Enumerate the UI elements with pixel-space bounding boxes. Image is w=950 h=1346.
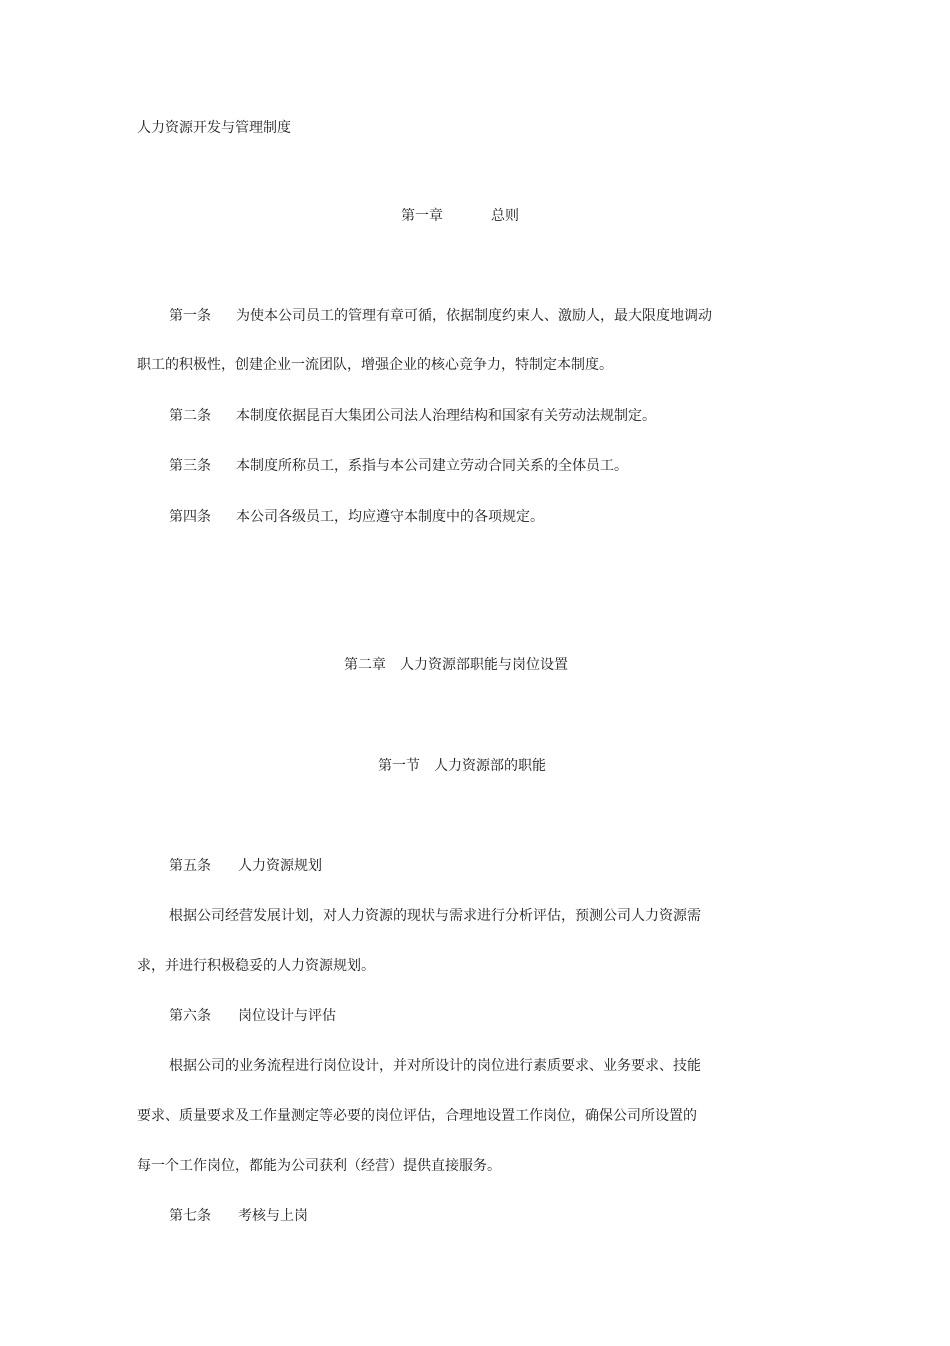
article-6-title: 岗位设计与评估 <box>238 1008 336 1024</box>
article-7-label: 第七条 <box>169 1208 211 1224</box>
article-1-text-line2: 职工的积极性，创建企业一流团队，增强企业的核心竞争力，特制定本制度。 <box>137 357 613 373</box>
article-1-label: 第一条 <box>169 308 211 324</box>
article-6-para-line3: 每一个工作岗位，都能为公司获利（经营）提供直接服务。 <box>137 1158 501 1174</box>
article-4-text: 本公司各级员工，均应遵守本制度中的各项规定。 <box>236 509 544 525</box>
article-5-para-line1: 根据公司经营发展计划，对人力资源的现状与需求进行分析评估，预测公司人力资源需 <box>169 908 701 924</box>
chapter-2-heading <box>344 655 568 675</box>
article-6-label: 第六条 <box>169 1008 211 1024</box>
article-6-para-line1: 根据公司的业务流程进行岗位设计，并对所设计的岗位进行素质要求、业务要求、技能 <box>169 1058 701 1074</box>
chapter-1-heading <box>0 206 950 226</box>
article-2-label: 第二条 <box>169 408 211 424</box>
document-title: 人力资源开发与管理制度 <box>137 120 291 136</box>
chapter-1-title: 总则 <box>491 208 519 224</box>
article-1-text-line1: 为使本公司员工的管理有章可循，依据制度约束人、激励人，最大限度地调动 <box>236 308 712 324</box>
article-5-title: 人力资源规划 <box>238 858 322 874</box>
article-2-text: 本制度依据昆百大集团公司法人治理结构和国家有关劳动法规制定。 <box>236 408 656 424</box>
article-6-para-line2: 要求、质量要求及工作量测定等必要的岗位评估，合理地设置工作岗位，确保公司所设置的 <box>137 1108 697 1124</box>
article-5-label: 第五条 <box>169 858 211 874</box>
chapter-2-label: 第二章 <box>344 657 386 673</box>
article-3-label: 第三条 <box>169 458 211 474</box>
article-5-para-line2: 求，并进行积极稳妥的人力资源规划。 <box>137 958 375 974</box>
chapter-2-title: 人力资源部职能与岗位设置 <box>400 657 568 673</box>
section-1-heading <box>378 756 546 776</box>
article-7-title: 考核与上岗 <box>238 1208 308 1224</box>
chapter-1-label: 第一章 <box>401 208 443 224</box>
section-1-label: 第一节 <box>378 758 420 774</box>
article-4-label: 第四条 <box>169 509 211 525</box>
section-1-title: 人力资源部的职能 <box>434 758 546 774</box>
article-3-text: 本制度所称员工，系指与本公司建立劳动合同关系的全体员工。 <box>236 458 628 474</box>
